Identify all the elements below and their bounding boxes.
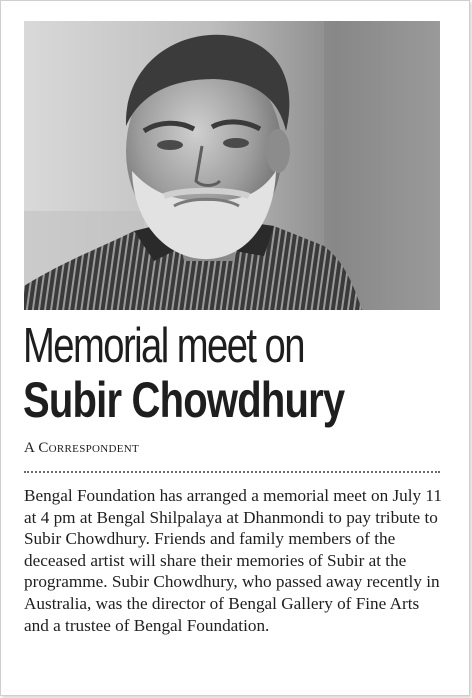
article-body: Bengal Foundation has arranged a memorial meet on July 11 at 4 pm at Bengal Shilpalaya at Dhanmondi to pay tribute to Subir Chowdhury. Friends and family members of the deceased artist will share their memories of Subir at the programme. Subir Chowdhury, who passed away recently in Australia, was the director of Bengal Gallery of Fine Arts and a trustee of Bengal Foundation. — [24, 486, 442, 635]
portrait-illustration — [24, 21, 440, 310]
headline-line-1: Memorial meet on — [23, 319, 304, 373]
dotted-divider — [24, 471, 440, 473]
portrait-photo — [24, 21, 440, 310]
byline: A Correspondent — [24, 440, 140, 456]
headline-line-2: Subir Chowdhury — [23, 372, 345, 428]
